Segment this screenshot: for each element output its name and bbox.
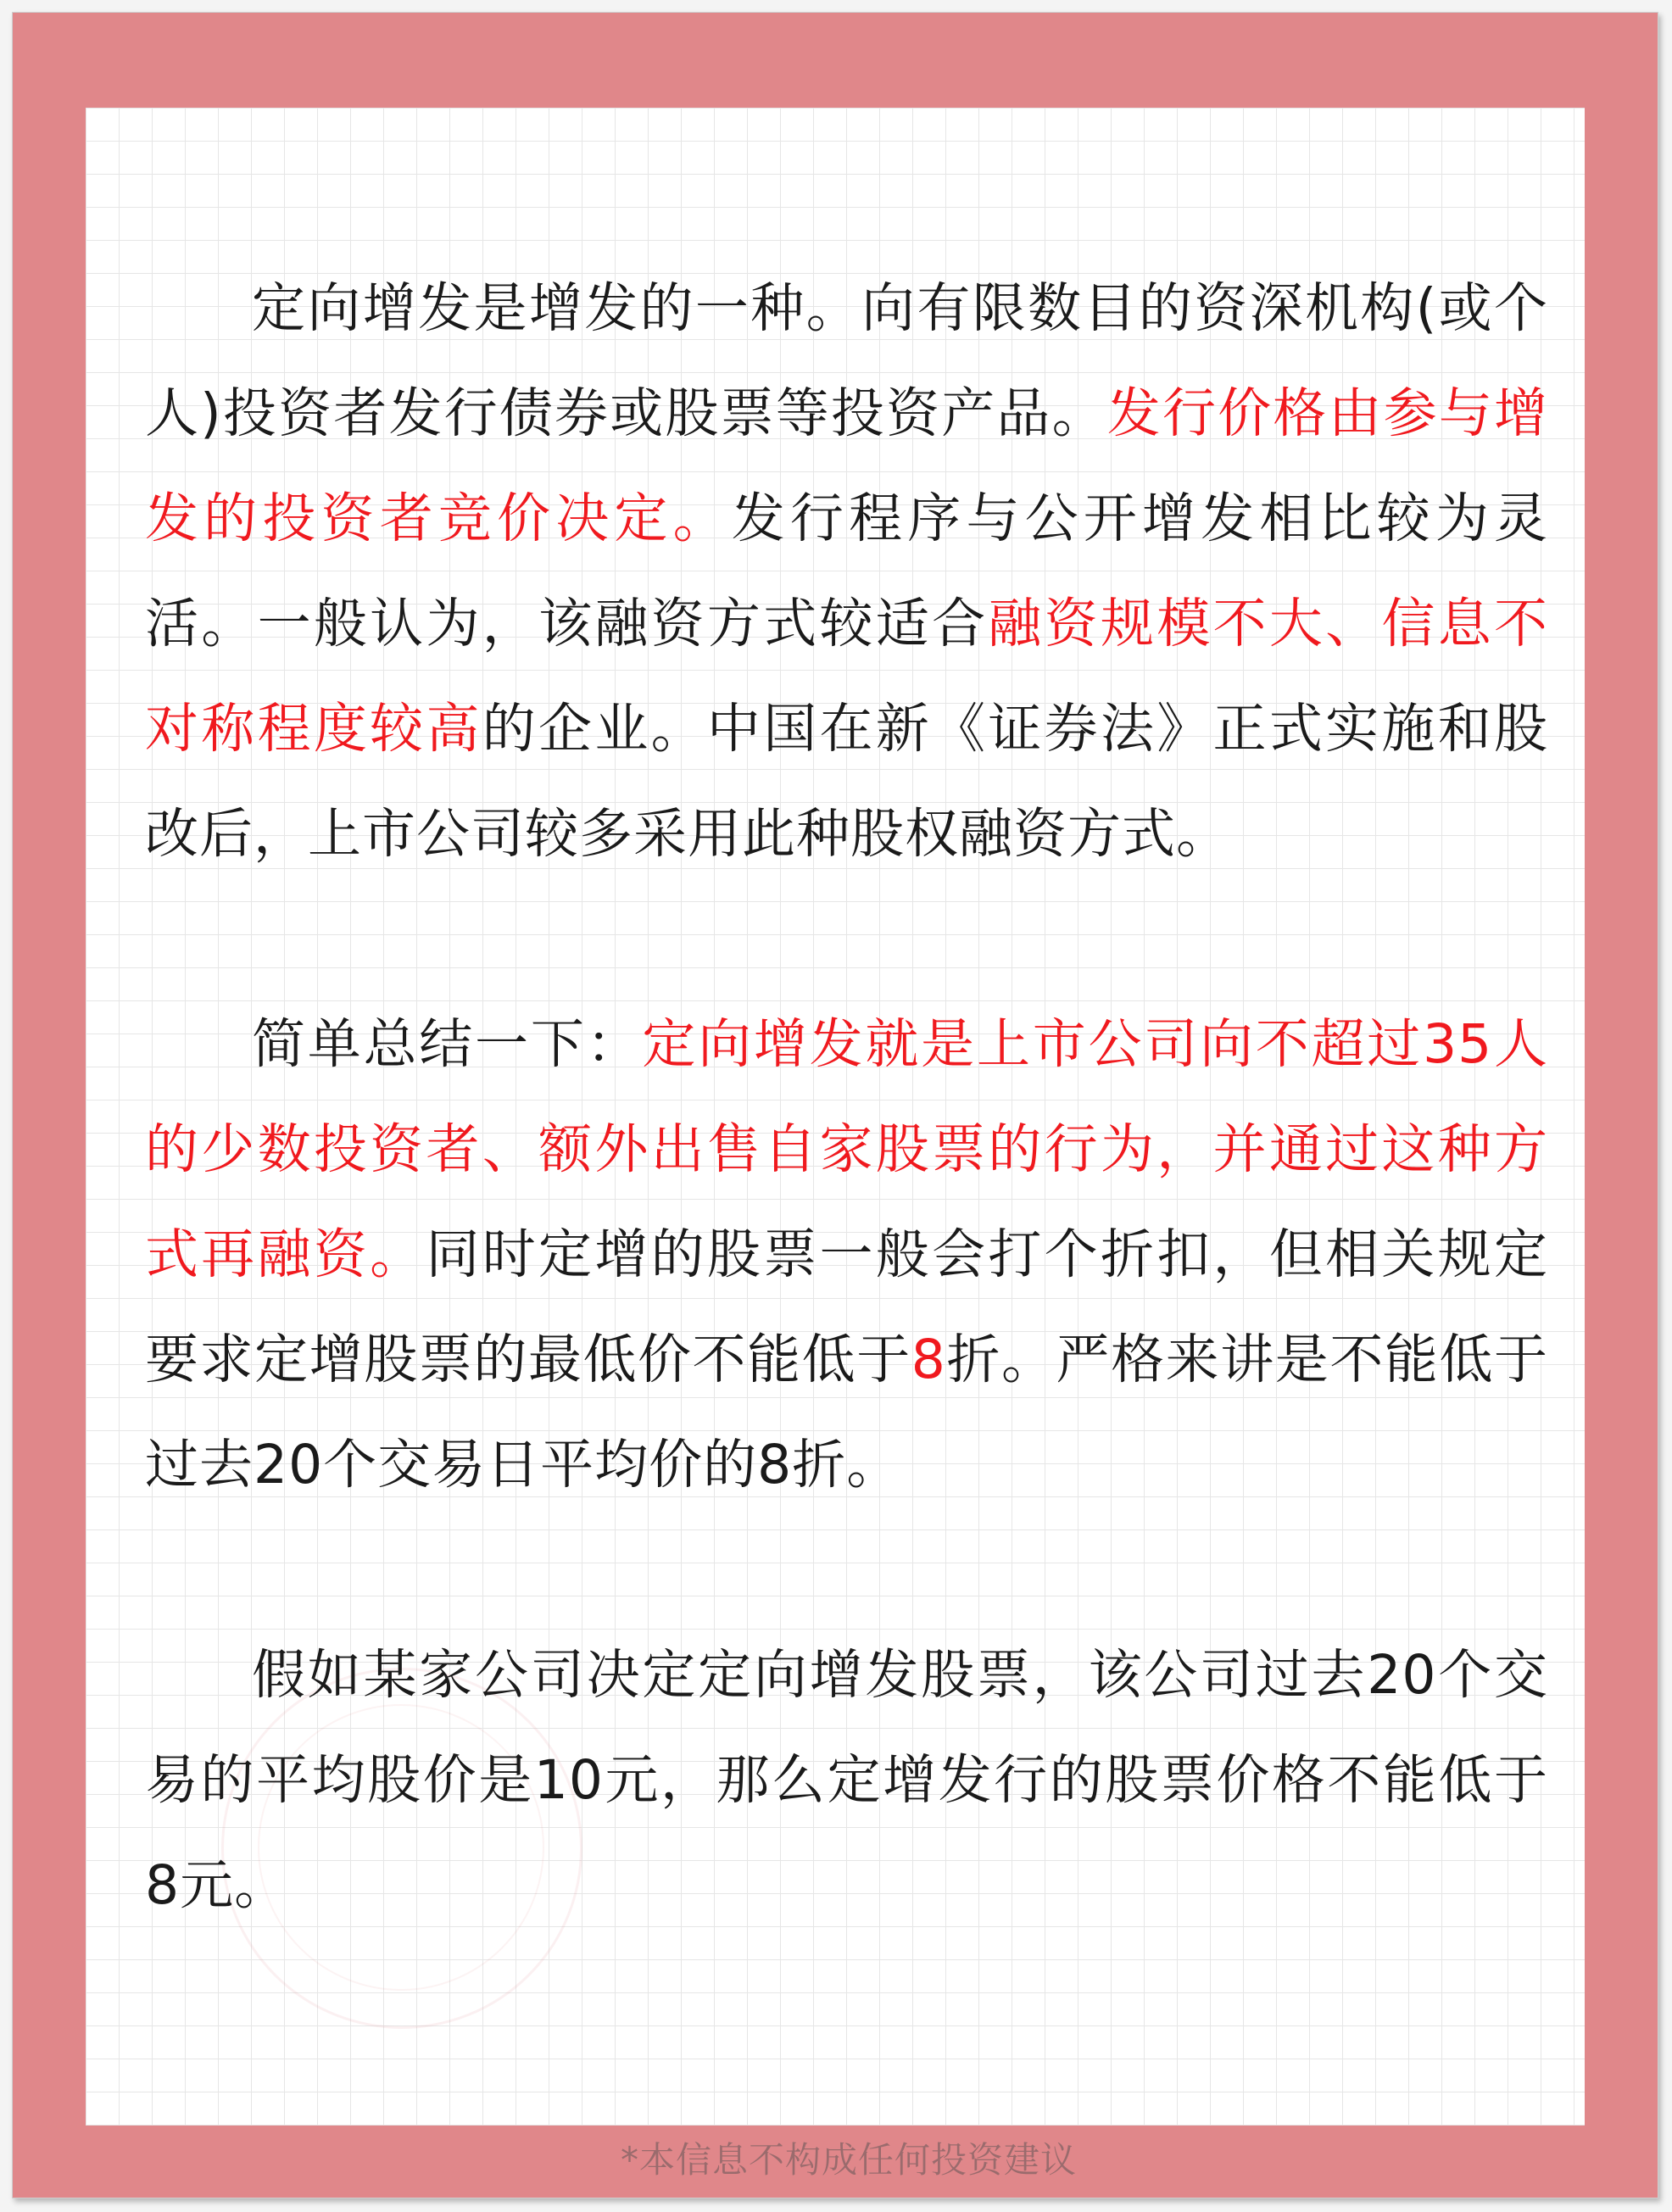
highlight-segment: 发行价格由参与增发的投资者竞价决定。 (145, 382, 1549, 549)
text-segment: 发行程序与公开增发相比较为灵活。一般认为，该融资方式较适合 (145, 488, 1549, 655)
text-segment: 折。严格来讲是不能低于过去20个交易日平均价的8折。 (145, 1329, 1549, 1496)
text-segment: 简单总结一下： (252, 1013, 643, 1075)
highlight-segment: 定向增发就是上市公司向不超过35人的少数投资者、额外出售自家股票的行为，并通过这种方式再融资。 (145, 1013, 1548, 1285)
article-body (145, 256, 1548, 1938)
text-segment: 假如某家公司决定定向增发股票，该公司过去20个交易的平均股价是10元，那么定增发行的股票价格不能低于8元。 (145, 1644, 1548, 1916)
paragraph-spacer (145, 1518, 1548, 1623)
page-frame (12, 12, 1658, 2198)
paragraph-definition (145, 256, 1548, 887)
paragraph-spacer (145, 887, 1548, 992)
text-segment: 的企业。中国在新《证券法》正式实施和股改后，上市公司较多采用此种股权融资方式。 (145, 698, 1548, 865)
text-segment: 定向增发是增发的一种。向有限数目的资深机构(或个人)投资者发行债券或股票等投资产品。 (145, 277, 1548, 444)
paragraph-example (145, 1623, 1548, 1938)
grid-paper (86, 108, 1585, 2126)
disclaimer-footer: *本信息不构成任何投资建议 (620, 2139, 1077, 2181)
text-segment: 同时定增的股票一般会打个折扣，但相关规定要求定增股票的最低价不能低于 (145, 1223, 1549, 1390)
highlight-segment: 8 (911, 1329, 946, 1390)
paragraph-summary (145, 992, 1548, 1518)
highlight-segment: 融资规模不大、信息不对称程度较高 (145, 593, 1548, 760)
